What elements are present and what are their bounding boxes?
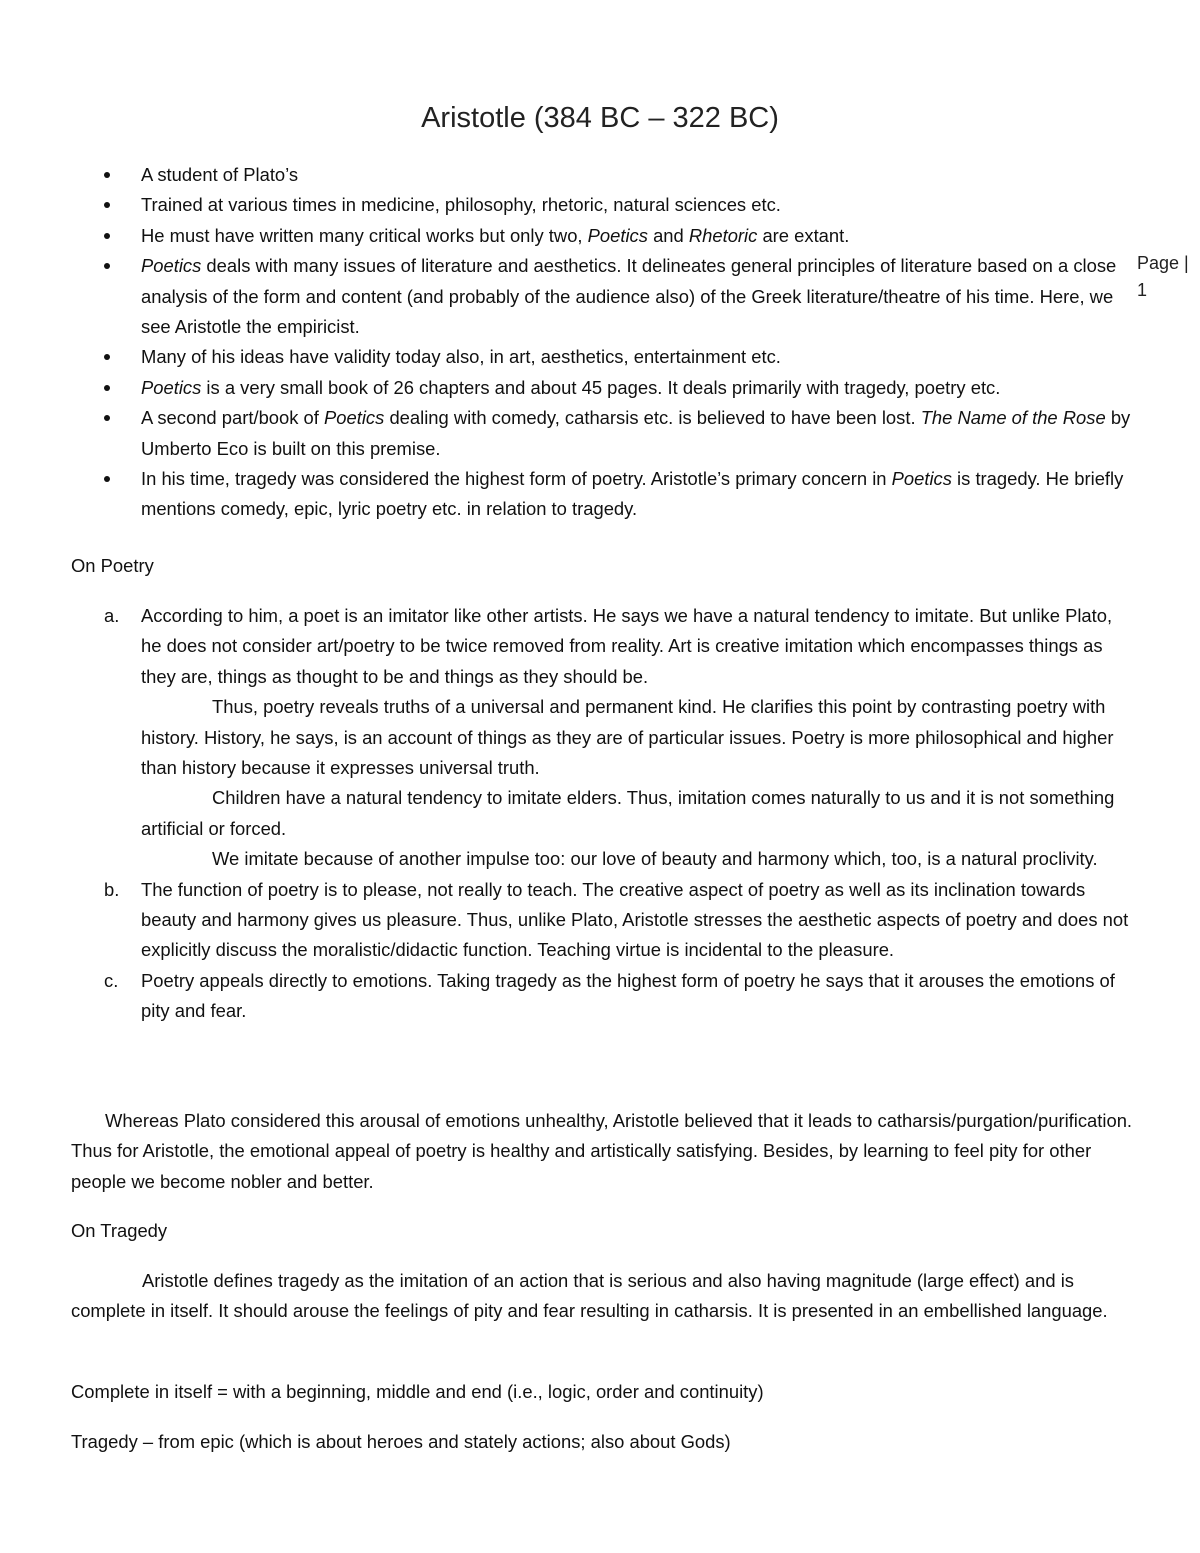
italic-title: The Name of the Rose	[920, 407, 1106, 429]
text-run: by Umberto Eco is built on this premise.	[141, 407, 1131, 459]
bullet-item	[0, 221, 1131, 251]
bullet-item	[0, 464, 1131, 525]
bullet-text	[141, 346, 781, 367]
italic-title: Poetics	[587, 224, 648, 246]
complete-in-itself-note: Complete in itself = with a beginning, middle and end (i.e., logic, order and continuity)	[71, 1381, 764, 1402]
bullet-item	[0, 373, 1131, 403]
point-paragraph: Thus, poetry reveals truths of a universal and permanent kind. He clarifies this point by contrasting poetry with history. History, he says, is an account of things as they are of particular issues. Poetry is more philosophical and higher than history because it expresses universal truth.	[141, 696, 1114, 779]
catharsis-paragraph: Whereas Plato considered this arousal of emotions unhealthy, Aristotle believed that it leads to catharsis/purgation/purification. Thus for Aristotle, the emotional appeal of poetry is healthy and artistically satisfying. Besides, by learning to feel pity for other people we become nobler and better.	[71, 1110, 1133, 1192]
bullet-dot-icon	[104, 263, 110, 269]
text-run: A student of Plato’s	[141, 164, 299, 185]
tragedy-definition-paragraph: Aristotle defines tragedy as the imitation of an action that is serious and also having magnitude (large effect) and is complete in itself. It should arouse the feelings of pity and fear resulting in catharsis. It is presented in an embellished language.	[71, 1270, 1108, 1322]
bullet-text	[141, 255, 1116, 337]
text-run: Trained at various times in medicine, philosophy, rhetoric, natural sciences etc.	[141, 194, 781, 216]
point-paragraph: Poetry appeals directly to emotions. Taking tragedy as the highest form of poetry he says that it arouses the emotions of pity and fear.	[141, 969, 1115, 1022]
point-paragraph: According to him, a poet is an imitator like other artists. He says we have a natural tendency to imitate. But unlike Plato, he does not consider art/poetry to be twice removed from reality. Art is creative imitation which encompasses things as they are, things as thought to be and things as they should be.	[141, 605, 1113, 687]
bullet-dot-icon	[104, 415, 110, 421]
page-title: Aristotle (384 BC – 322 BC)	[421, 102, 779, 134]
poetry-points-list	[0, 601, 1140, 1027]
bullet-item	[0, 190, 1131, 220]
bullet-text	[141, 164, 298, 185]
point-paragraph: We imitate because of another impulse too: our love of beauty and harmony which, too, is a natural proclivity.	[212, 848, 1098, 870]
poetry-point	[0, 875, 1136, 966]
text-run: He must have written many critical works but only two,	[141, 224, 588, 246]
bullet-item	[0, 160, 1131, 190]
intro-bullet-list	[0, 160, 1140, 525]
bullet-dot-icon	[104, 385, 110, 391]
text-run: is a very small book of 26 chapters and about 45 pages. It deals primarily with tragedy, poetry etc.	[201, 376, 1001, 398]
italic-title: Poetics	[891, 468, 952, 490]
poetry-point	[0, 966, 1136, 1027]
poetry-point	[0, 601, 1136, 875]
text-run: are extant.	[757, 224, 850, 246]
text-run: and	[647, 224, 689, 246]
bullet-item	[0, 403, 1131, 464]
text-run: Many of his ideas have validity today also, in art, aesthetics, entertainment etc.	[141, 346, 781, 368]
point-paragraph: The function of poetry is to please, not really to teach. The creative aspect of poetry as well as its inclination towards beauty and harmony gives us pleasure. Thus, unlike Plato, Aristotle stresses the aesthetic aspects of poetry and does not explicitly discuss the moralistic/didactic function. Teaching virtue is incidental to the pleasure.	[141, 878, 1129, 961]
text-run: dealing with comedy, catharsis etc. is believed to have been lost.	[384, 407, 921, 429]
page-number-margin	[1137, 250, 1197, 304]
bullet-text	[141, 377, 1000, 398]
tragedy-origin-note: Tragedy – from epic (which is about heroes and stately actions; also about Gods)	[71, 1431, 731, 1452]
list-marker: b.	[104, 878, 120, 900]
page-number: 1	[1137, 280, 1148, 300]
italic-title: Rhetoric	[688, 224, 758, 246]
italic-title: Poetics	[141, 255, 202, 277]
bullet-dot-icon	[104, 233, 110, 239]
point-paragraph: Children have a natural tendency to imitate elders. Thus, imitation comes naturally to us and it is not something artificial or forced.	[141, 787, 1115, 839]
bullet-dot-icon	[104, 354, 110, 360]
bullet-dot-icon	[104, 476, 110, 482]
italic-title: Poetics	[324, 407, 385, 429]
bullet-text	[141, 194, 781, 215]
text-run: A second part/book of	[141, 407, 325, 429]
on-tragedy-heading: On Tragedy	[71, 1220, 168, 1241]
page-label: Page |	[1137, 253, 1189, 273]
bullet-text	[141, 225, 849, 246]
list-marker: a.	[104, 605, 120, 626]
text-run: is tragedy. He briefly mentions comedy, epic, lyric poetry etc. in relation to tragedy.	[141, 468, 1124, 520]
list-marker: c.	[104, 969, 119, 991]
italic-title: Poetics	[141, 376, 202, 398]
text-run: deals with many issues of literature and aesthetics. It delineates general principles of literature based on a close analysis of the form and content (and probably of the audience also) of the Greek literature/theatre of his time. Here, we see Aristotle the empiricist.	[141, 255, 1117, 338]
bullet-text	[141, 407, 1130, 458]
on-poetry-heading: On Poetry	[71, 555, 154, 576]
bullet-dot-icon	[104, 172, 110, 178]
bullet-dot-icon	[104, 202, 110, 208]
bullet-text	[141, 468, 1123, 519]
bullet-item	[0, 342, 1131, 372]
text-run: In his time, tragedy was considered the highest form of poetry. Aristotle’s primary concern in	[141, 468, 892, 490]
bullet-item	[0, 251, 1131, 342]
